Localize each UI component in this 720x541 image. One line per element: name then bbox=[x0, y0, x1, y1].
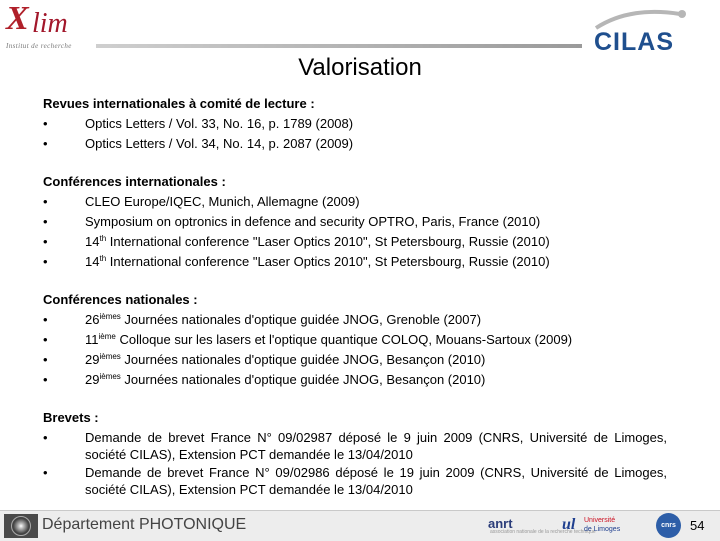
limoges-logo-mark: ul bbox=[562, 516, 576, 533]
slide-footer bbox=[0, 510, 720, 541]
item-text: Demande de brevet France N° 09/02987 déposé le 9 juin 2009 (CNRS, Université de Limoges, société CILAS), Extension PCT demandée le 13/04/2010 bbox=[85, 430, 667, 462]
cilas-logo bbox=[590, 4, 716, 54]
item-text bbox=[85, 350, 667, 370]
item-ordinal: 14 bbox=[85, 234, 100, 249]
xlim-logo bbox=[2, 2, 88, 50]
anrt-logo-text: anrt bbox=[488, 516, 513, 531]
xlim-logo-lim: lim bbox=[32, 8, 68, 39]
list-item bbox=[43, 232, 667, 252]
item-ordinal-suffix: ièmes bbox=[99, 312, 121, 321]
list-item bbox=[43, 134, 667, 154]
page-number: 54 bbox=[690, 518, 705, 533]
item-ordinal: 29 bbox=[85, 352, 100, 367]
slide-header bbox=[0, 0, 720, 58]
bullet-icon: • bbox=[43, 136, 48, 151]
bullet-icon: • bbox=[43, 465, 48, 480]
item-body: International conference "Laser Optics 2010", St Petersbourg, Russie (2010) bbox=[106, 254, 550, 269]
item-text: CLEO Europe/IQEC, Munich, Allemagne (2009) bbox=[85, 194, 360, 209]
section-conferences-internationales bbox=[43, 172, 667, 272]
list-item bbox=[43, 463, 667, 498]
list-item bbox=[43, 212, 667, 232]
item-ordinal-suffix: ièmes bbox=[99, 352, 121, 361]
slide-content bbox=[43, 94, 667, 498]
list-item bbox=[43, 252, 667, 272]
item-text: Optics Letters / Vol. 33, No. 16, p. 1789 (2008) bbox=[85, 116, 354, 131]
limoges-logo-line2: de Limoges bbox=[584, 526, 621, 533]
header-divider bbox=[96, 44, 582, 48]
department-label: Département PHOTONIQUE bbox=[42, 516, 247, 533]
section-title: Conférences internationales : bbox=[43, 174, 226, 189]
item-text bbox=[85, 330, 667, 350]
item-text bbox=[85, 370, 667, 390]
list-item bbox=[43, 350, 667, 370]
item-body: Colloque sur les lasers et l'optique quantique COLOQ, Mouans-Sartoux (2009) bbox=[115, 332, 573, 347]
list-item bbox=[43, 428, 667, 463]
bullet-icon: • bbox=[43, 352, 48, 367]
item-text bbox=[85, 310, 667, 330]
item-text: Demande de brevet France N° 09/02986 déposé le 19 juin 2009 (CNRS, Université de Limoges, société CILAS), Extension PCT demandée le 13/04/2010 bbox=[85, 465, 667, 497]
item-text: Symposium on optronics in defence and security OPTRO, Paris, France (2010) bbox=[85, 214, 541, 229]
bullet-icon: • bbox=[43, 332, 48, 347]
bullet-icon: • bbox=[43, 234, 48, 249]
list-item bbox=[43, 330, 667, 350]
item-ordinal: 29 bbox=[85, 372, 100, 387]
bullet-icon: • bbox=[43, 254, 48, 269]
item-body: Journées nationales d'optique guidée JNOG, Besançon (2010) bbox=[120, 352, 486, 367]
list-item bbox=[43, 192, 667, 212]
item-body: Journées nationales d'optique guidée JNOG, Grenoble (2007) bbox=[120, 312, 482, 327]
photonique-icon bbox=[4, 514, 38, 538]
item-text bbox=[85, 252, 667, 272]
item-body: International conference "Laser Optics 2010", St Petersbourg, Russie (2010) bbox=[106, 234, 550, 249]
item-ordinal-suffix: ièmes bbox=[99, 372, 121, 381]
slide-title: Valorisation bbox=[298, 54, 422, 81]
list-item bbox=[43, 370, 667, 390]
section-title: Brevets : bbox=[43, 410, 99, 425]
bullet-icon: • bbox=[43, 214, 48, 229]
bullet-icon: • bbox=[43, 312, 48, 327]
item-ordinal-suffix: th bbox=[99, 234, 107, 243]
section-brevets bbox=[43, 408, 667, 498]
bullet-icon: • bbox=[43, 372, 48, 387]
item-text: Optics Letters / Vol. 34, No. 14, p. 2087 (2009) bbox=[85, 136, 354, 151]
item-ordinal-suffix: ième bbox=[98, 332, 116, 341]
section-conferences-nationales bbox=[43, 290, 667, 390]
section-title: Revues internationales à comité de lecture : bbox=[43, 96, 315, 111]
anrt-logo-subtitle: association nationale de la recherche technique bbox=[490, 529, 596, 535]
item-ordinal: 26 bbox=[85, 312, 100, 327]
limoges-logo-line1: Université bbox=[584, 517, 616, 524]
svg-text:CILAS: CILAS bbox=[594, 28, 674, 54]
item-ordinal: 14 bbox=[85, 254, 100, 269]
item-ordinal-suffix: th bbox=[99, 254, 107, 263]
section-revues bbox=[43, 94, 667, 154]
item-text bbox=[85, 232, 667, 252]
item-ordinal: 11 bbox=[85, 332, 99, 347]
bullet-icon: • bbox=[43, 430, 48, 445]
cnrs-logo: cnrs bbox=[656, 513, 681, 538]
section-title: Conférences nationales : bbox=[43, 292, 198, 307]
item-body: Journées nationales d'optique guidée JNOG, Besançon (2010) bbox=[120, 372, 486, 387]
bullet-icon: • bbox=[43, 116, 48, 131]
bullet-icon: • bbox=[43, 194, 48, 209]
list-item bbox=[43, 114, 667, 134]
list-item bbox=[43, 310, 667, 330]
xlim-logo-tagline: Institut de recherche bbox=[6, 42, 72, 50]
universite-limoges-logo bbox=[562, 515, 630, 537]
xlim-logo-x: X bbox=[6, 0, 29, 37]
